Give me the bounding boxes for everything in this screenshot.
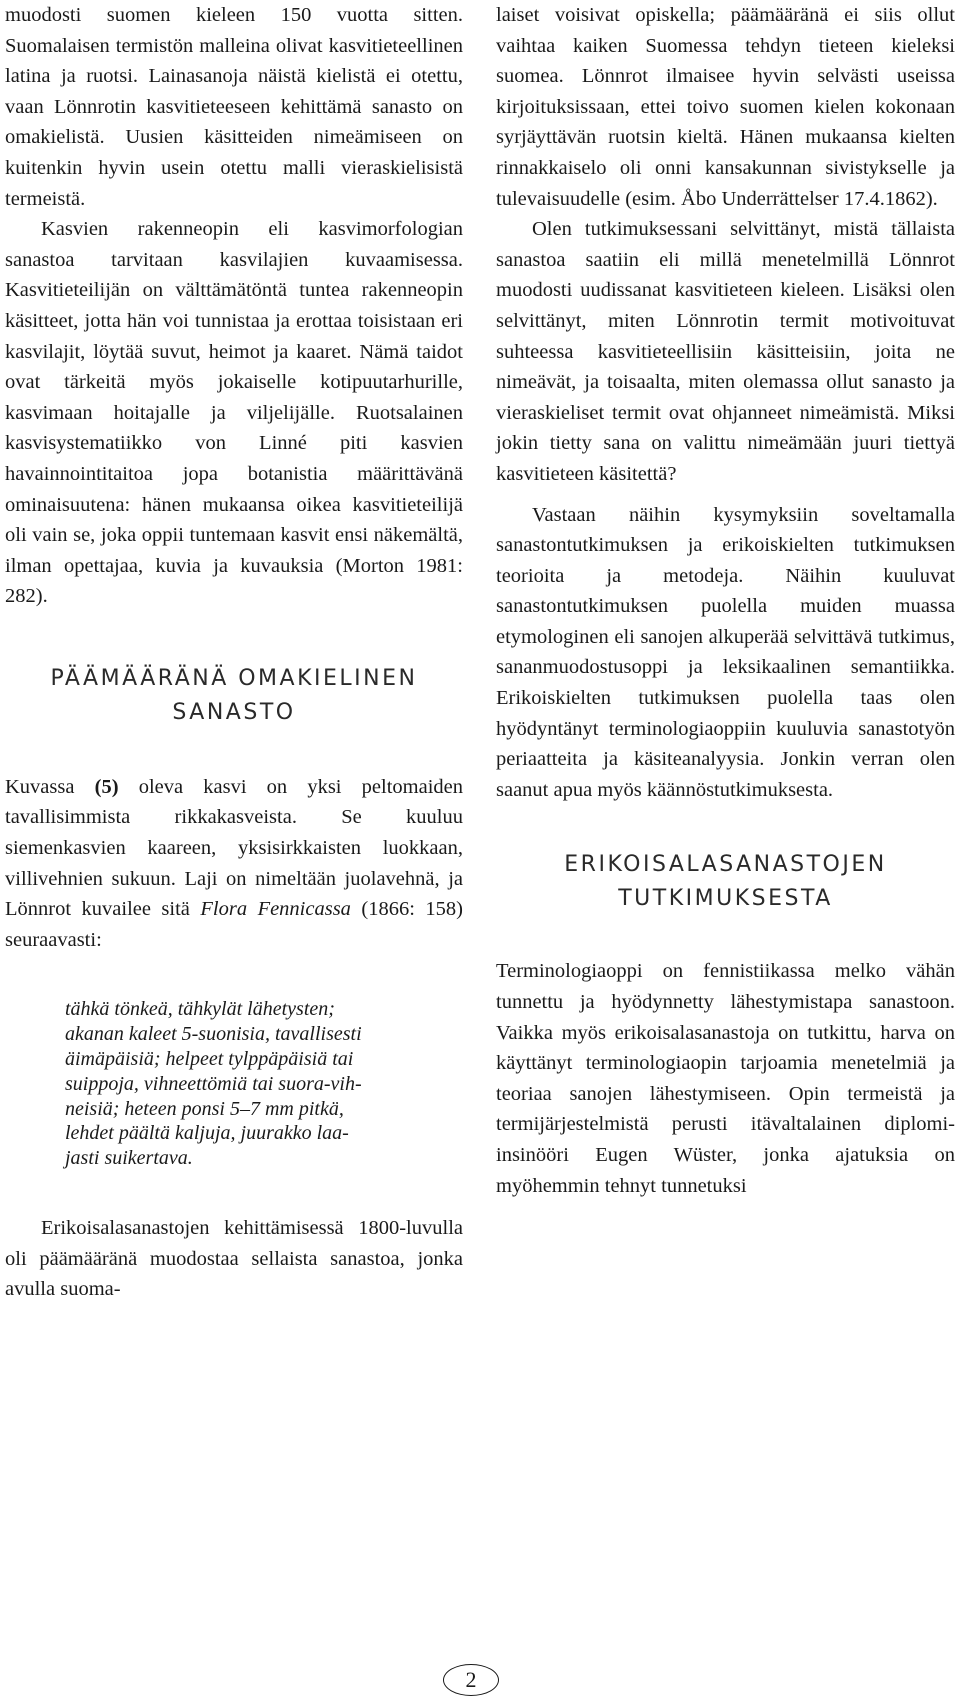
right-column bbox=[496, 0, 955, 1201]
paragraph-plant-morphology: Kasvien rakenneopin eli kasvimorfologian sanastoa tarvitaan kasvilajien kuvaamisessa. Kasvitieteilijän on välttämätöntä tuntea rakenneopin käsitteet, jotta hän voi tunnistaa ja erottaa toisistaan eri kasvilajit, löytää suvut, heimot ja kaaret. Nämä taidot ovat tärkeitä myös jokaiselle kotipuutarhurille, kasvimaan hoitajalle ja viljelijälle. Ruotsalainen kasvisystematiikko von Linné piti kasvien havainnointitaitoa jopa botanistia määrittävänä ominaisuutena: hänen mukaansa oikea kasvitieteilijä oli vain se, joka oppii tuntemaan kasvit ensi näkemältä, ilman opettajaa, kuvia ja kuvauksia (Morton 1981: 282). bbox=[5, 218, 463, 608]
left-column bbox=[5, 0, 463, 1305]
paragraph-methods: Vastaan näihin kysymyksiin soveltamalla sanastontutkimuksen ja erikoiskielten tutkimuksen teorioita ja metodeja. Näihin kuuluvat sanastontutkimuksen puolella muiden muassa etymologinen eli sanojen alkuperää selvittävä tutkimus, sananmuodostusoppi ja leksikaalinen semantiikka. Erikoiskielten tutkimuksen puolella taas olen hyödyntänyt terminologiaoppiin kuuluvia sanastotyön periaatteita ja käsiteanalyysia. Jonkin verran olen saanut apua myös käännöstutkimuksesta. bbox=[496, 503, 955, 801]
paragraph-terminology: Terminologiaoppi on fennistiikassa melko vähän tunnettu ja hyödynnetty lähestymistapa sanastoon. Vaikka myös erikoisalasanastoja on tutkittu, harva on käyttänyt terminologiaopin tarjoamia menetelmiä ja teoriaa sanojen lähestymiseen. Opin termeistä ja termijärjestelmistä perusti itävaltalainen diplomi-insinööri Eugen Wüster, jonka ajatuksia on myöhemmin tehnyt tunnetuksi bbox=[496, 960, 955, 1197]
text-span: Kuvassa bbox=[5, 775, 95, 798]
paragraph-continued: muodosti suomen kieleen 150 vuotta sitten. Suomalaisen termistön malleina olivat kasvitieteellinen latina ja ruotsi. Lainasanoja näistä kielistä ei otettu, vaan Lönnrotin kasvitieteeseen kehittämä sanasto on omakielistä. Uusien käsitteiden nimeämiseen on kuitenkin hyvin usein otettu malli vieraskielisistä termeistä. bbox=[5, 4, 463, 210]
paragraph-research-aims: Olen tutkimuksessani selvittänyt, mistä tällaista sanastoa saatiin eli millä menetelmillä Lönnrot muodosti uudissanat kasvitieteen kieleen. Lisäksi olen selvittänyt, miten Lönnrotin termit motivoituvat suhteessa kasvitieteellisiin käsitteisiin, joita ne nimeävät, ja toisaalta, miten olemassa ollut sanasto ja vieraskieliset termit ovat ohjanneet nimeämistä. Miksi jokin tietty sana on valittu nimeämään juuri tiettyä kasvitieteen käsitettä? bbox=[496, 218, 955, 485]
text-span: (1866: 158) seuraavasti: bbox=[5, 898, 463, 951]
section-heading-native-vocabulary: PÄÄMÄÄRÄNÄ OMAKIELINEN SANASTO bbox=[50, 665, 418, 725]
paragraph-figure-description bbox=[5, 772, 463, 956]
text-span: oleva kasvi on yksi peltomaiden tavallisimmista rikkakasveista. Se kuuluu siemenkasvien kaareen, yksisirkkaisten luokkaan, villivehnien sukuun. Laji on nimeltään juolavehnä, ja Lönnrot kuvailee sitä bbox=[5, 775, 463, 921]
section-heading-special-field-vocabularies: ERIKOISALASANASTOJEN TUTKIMUKSESTA bbox=[564, 852, 887, 912]
figure-reference: (5) bbox=[94, 775, 119, 798]
paragraph-goal: Erikoisalasanastojen kehittämisessä 1800-luvulla oli päämääränä muodostaa sellaista sanastoa, jonka avulla suoma- bbox=[5, 1217, 463, 1301]
book-title: Flora Fennicassa bbox=[200, 898, 351, 921]
paragraph-continued: laiset voisivat opiskella; päämääränä ei siis ollut vaihtaa kaiken Suomessa tehdyn tieteen kieleksi suomea. Lönnrot ilmaisee hyvin selvästi useissa kirjoituksissaan, ettei toivo suomen kielen kokonaan syrjäyttävän ruotsin kieltä. Hänen mukaansa kielten rinnakkaiselo oli onni kansakunnan sivistykselle ja tulevaisuudelle (esim. Åbo Underrättelser 17.4.1862). bbox=[496, 4, 955, 210]
block-quote: tähkä tönkeä, tähkylät lähetysten; akanan kaleet 5-suonisia, tavallisesti äimäpäisiä; helpeet tylppäpäisiä tai suippoja, vihneettömiä tai suora-vih- neisiä; heteen ponsi 5–7 mm pitkä, lehdet päältä kaljuja, juurakko laa- jasti suikertava. bbox=[65, 998, 362, 1170]
page-number: 2 bbox=[443, 1664, 499, 1696]
